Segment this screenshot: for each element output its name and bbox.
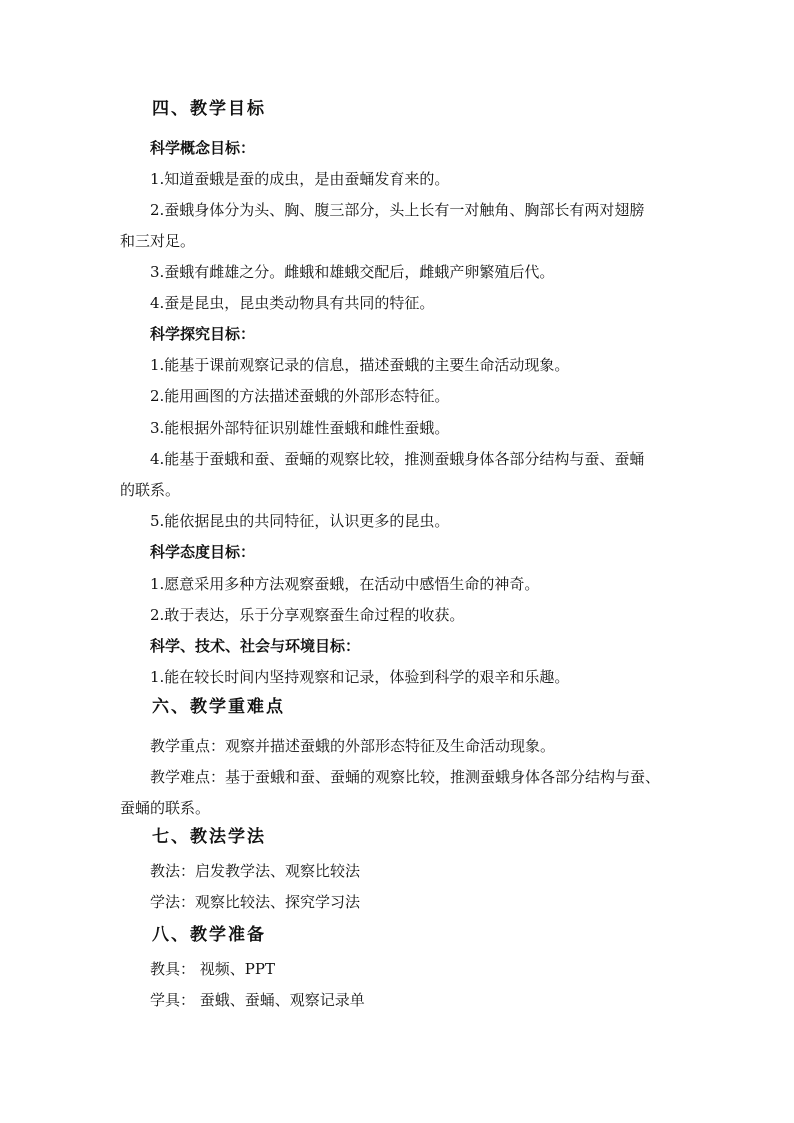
learning-method: 学法：观察比较法、探究学习法 [150, 893, 361, 911]
keypoint-difficulty-cont: 蚕蛹的联系。 [120, 799, 211, 817]
inquiry-goal-4-cont: 的联系。 [120, 481, 181, 499]
section-heading-keypoints: 六、教学重难点 [152, 697, 285, 717]
attitude-goal-2: 2.敢于表达，乐于分享观察蚕生命过程的收获。 [150, 606, 465, 624]
subheading-sts-goals: 科学、技术、社会与环境目标： [150, 637, 361, 655]
subheading-inquiry-goals: 科学探究目标： [150, 325, 256, 343]
attitude-goal-1: 1.愿意采用多种方法观察蚕蛾，在活动中感悟生命的神奇。 [150, 575, 540, 593]
keypoint-difficulty: 教学难点：基于蚕蛾和蚕、蚕蛹的观察比较，推测蚕蛾身体各部分结构与蚕、 [150, 768, 661, 786]
concept-goal-2: 2.蚕蛾身体分为头、胸、腹三部分，头上长有一对触角、胸部长有两对翅膀 [150, 201, 645, 219]
concept-goal-1: 1.知道蚕蛾是蚕的成虫，是由蚕蛹发育来的。 [150, 170, 450, 188]
subheading-concept-goals: 科学概念目标： [150, 139, 256, 157]
concept-goal-4: 4.蚕是昆虫，昆虫类动物具有共同的特征。 [150, 294, 435, 312]
section-heading-goals: 四、教学目标 [152, 99, 266, 119]
student-materials: 学具： 蚕蛾、蚕蛹、观察记录单 [150, 991, 365, 1009]
keypoint-focus: 教学重点：观察并描述蚕蛾的外部形态特征及生命活动现象。 [150, 737, 556, 755]
inquiry-goal-2: 2.能用画图的方法描述蚕蛾的外部形态特征。 [150, 387, 450, 405]
teaching-method: 教法：启发教学法、观察比较法 [150, 862, 361, 880]
teacher-materials: 教具： 视频、PPT [150, 960, 275, 978]
subheading-attitude-goals: 科学态度目标： [150, 543, 256, 561]
concept-goal-3: 3.蚕蛾有雌雄之分。雌蛾和雄蛾交配后，雌蛾产卵繁殖后代。 [150, 263, 555, 281]
inquiry-goal-1: 1.能基于课前观察记录的信息，描述蚕蛾的主要生命活动现象。 [150, 356, 570, 374]
concept-goal-2-cont: 和三对足。 [120, 232, 196, 250]
section-heading-methods: 七、教法学法 [152, 827, 266, 847]
section-heading-prep: 八、教学准备 [152, 925, 266, 945]
inquiry-goal-3: 3.能根据外部特征识别雄性蚕蛾和雌性蚕蛾。 [150, 419, 450, 437]
inquiry-goal-5: 5.能依据昆虫的共同特征，认识更多的昆虫。 [150, 512, 450, 530]
inquiry-goal-4: 4.能基于蚕蛾和蚕、蚕蛹的观察比较，推测蚕蛾身体各部分结构与蚕、蚕蛹 [150, 450, 645, 468]
sts-goal-1: 1.能在较长时间内坚持观察和记录，体验到科学的艰辛和乐趣。 [150, 668, 570, 686]
